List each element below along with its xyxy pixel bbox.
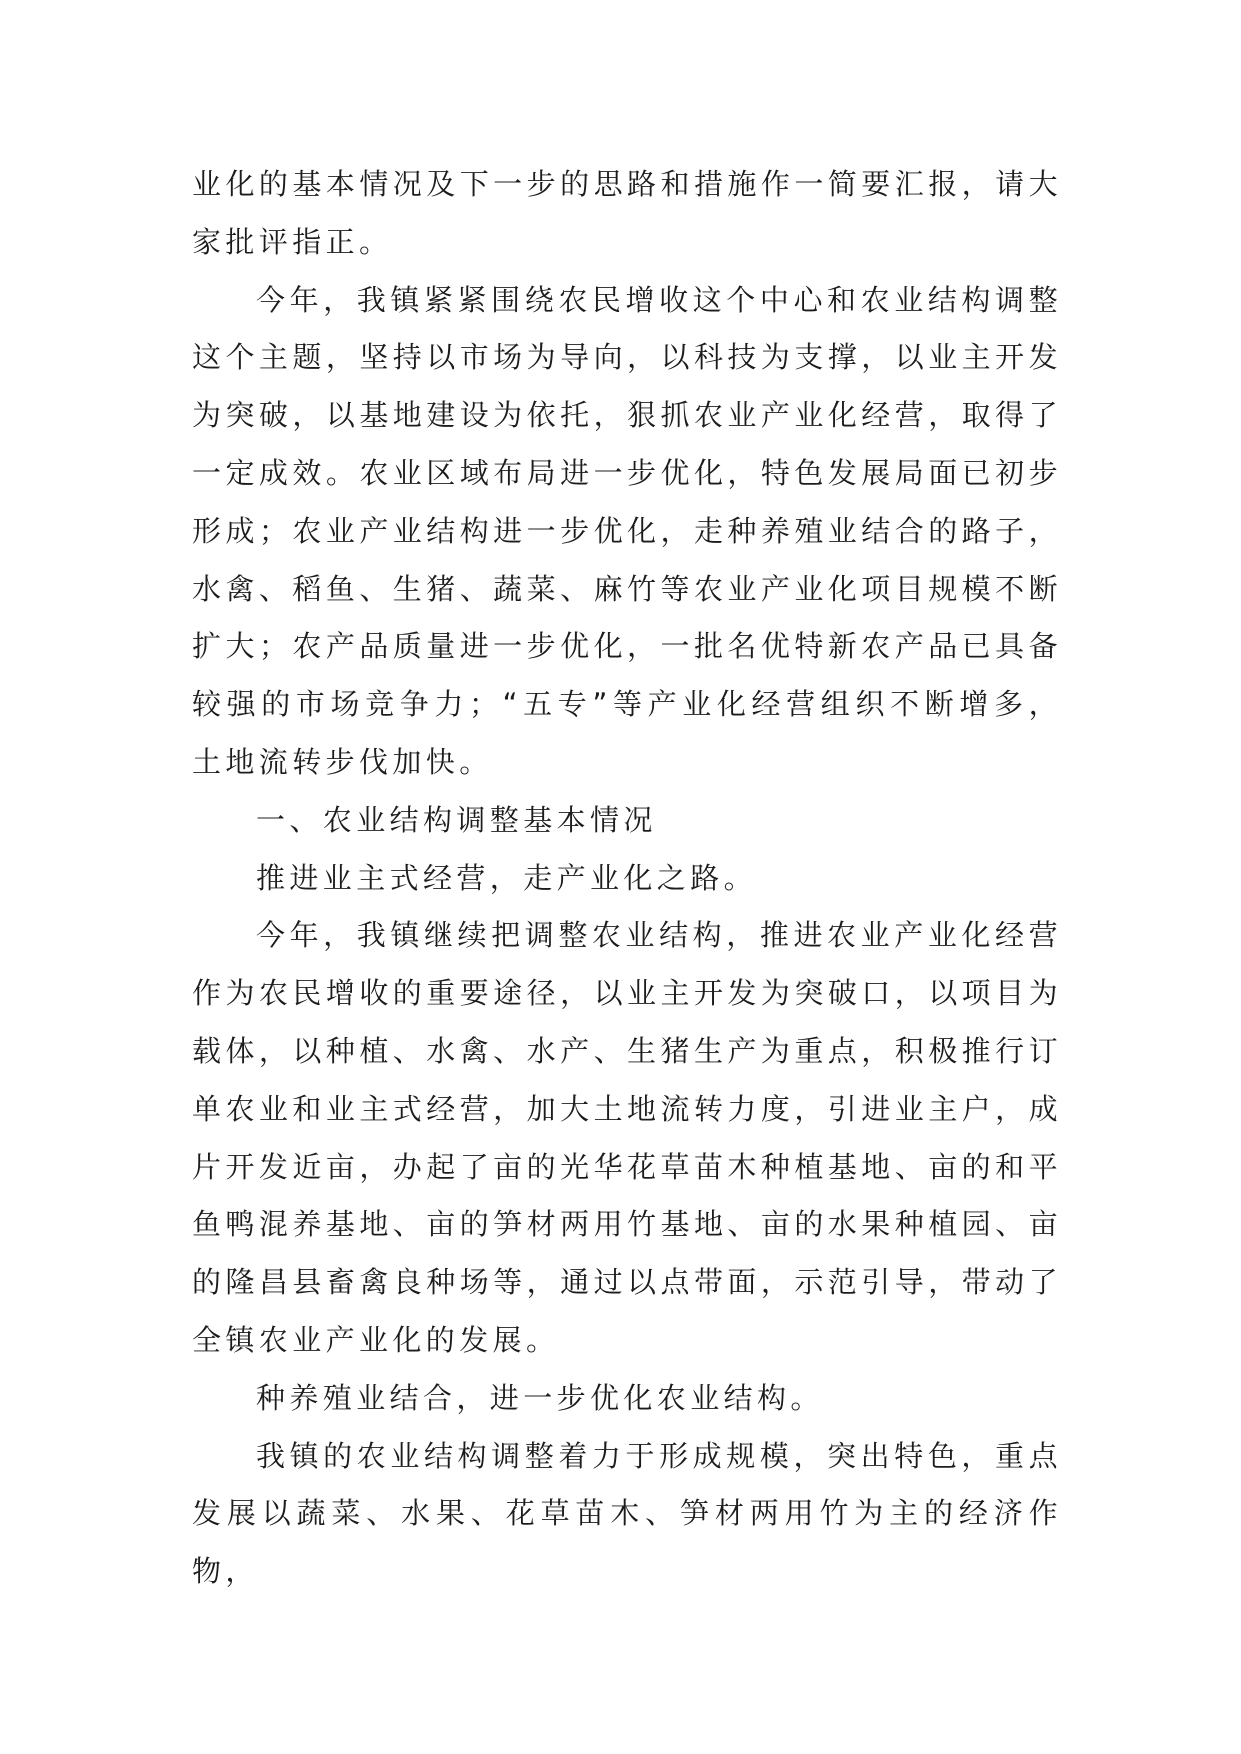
subheading-business-operation: 推进业主式经营，走产业化之路。: [256, 860, 758, 895]
paragraph-farming-combination: 我镇的农业结构调整着力于形成规模，突出特色，重点发展以蔬菜、水果、花草苗木、笋材两用竹为主的经济作物，: [192, 1438, 1062, 1589]
subheading-farming-combination: 种养殖业结合，进一步优化农业结构。: [256, 1380, 824, 1415]
paragraph-intro-continuation: 业化的基本情况及下一步的思路和措施作一简要汇报，请大家批评指正。: [192, 167, 1062, 259]
paragraph-business-operation: 今年，我镇继续把调整农业结构，推进农业产业化经营作为农民增收的重要途径，以业主开发为突破口，以项目为载体，以种植、水禽、水产、生猪生产为重点，积极推行订单农业和业主式经营，加大土地流转力度，引进业主户，成片开发近亩，办起了亩的光华花草苗木种植基地、亩的和平鱼鸭混养基地、亩的笋材两用竹基地、亩的水果种植园、亩的隆昌县畜禽良种场等，通过以点带面，示范引导，带动了全镇农业产业化的发展。: [192, 918, 1062, 1357]
section-heading: 一、农业结构调整基本情况: [256, 802, 657, 837]
paragraph-overview: 今年，我镇紧紧围绕农民增收这个中心和农业结构调整这个主题，坚持以市场为导向，以科技为支撑，以业主开发为突破，以基地建设为依托，狠抓农业产业化经营，取得了一定成效。农业区域布局进一步优化，特色发展局面已初步形成；农业产业结构进一步优化，走种养殖业结合的路子，水禽、稻鱼、生猪、蔬菜、麻竹等农业产业化项目规模不断扩大；农产品质量进一步优化，一批名优特新农产品已具备较强的市场竞争力；“五专”等产业化经营组织不断增多，土地流转步伐加快。: [192, 282, 1062, 779]
document-body: [192, 156, 1062, 1601]
